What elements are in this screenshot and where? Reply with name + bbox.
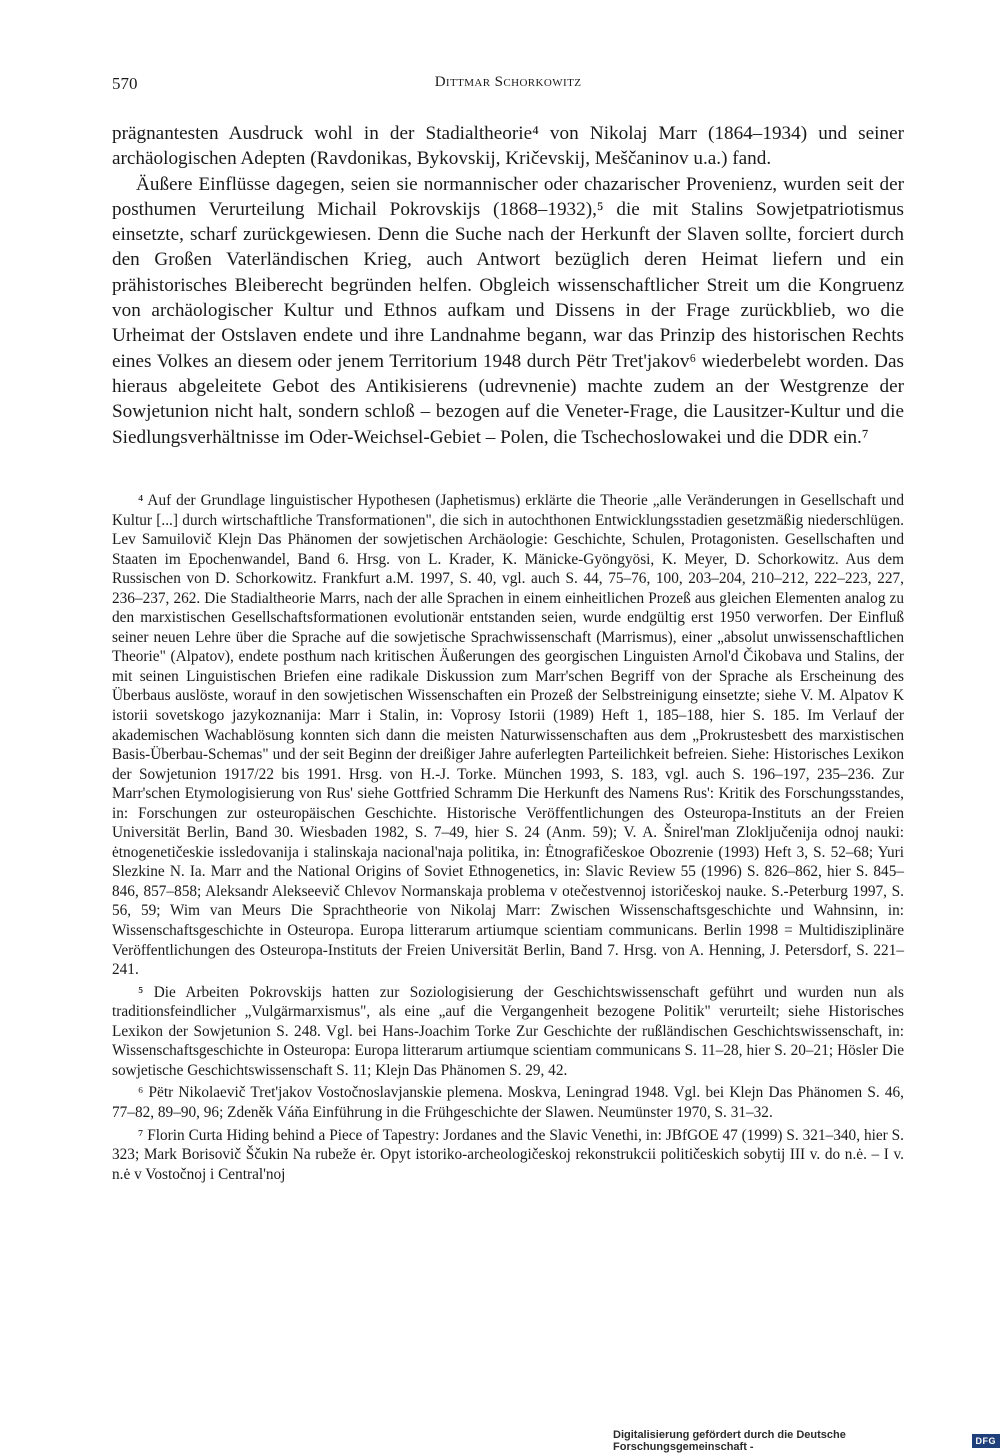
footnote-7: ⁷ Florin Curta Hiding behind a Piece of Tapestry: Jordanes and the Slavic Venethi, in: JBfGOE 47 (1999) S. 321–340, hier S. 323; Mark Borisovič Ščukin Na rubeže ėr. Opyt istoriko-archeologičeskoj rekonstrukcii političeskich sobytij III v. do n.ė. – I v. n.ė v Vostočnoj i Central'noj xyxy=(112,1126,904,1185)
footnote-5: ⁵ Die Arbeiten Pokrovskijs hatten zur Soziologisierung der Geschichtswissenschaft geführt und wurden nun als traditionsfeindlicher „Vulgärmarxismus", als eine „auf die Vergangenheit bezogene Politik" verurteilt; siehe Historisches Lexikon der Sowjetunion S. 248. Vgl. bei Hans-Joachim Torke Zur Geschichte der rußländischen Geschichtswissenschaft, in: Wissenschaftsgeschichte in Osteuropa: Europa litterarum artiumque scientiam communicans S. 11–28, hier S. 20–21; Hösler Die sowjetische Geschichtswissenschaft S. 11; Klejn Das Phänomen S. 29, 42. xyxy=(112,983,904,1081)
paragraph-2: Äußere Einflüsse dagegen, seien sie normannischer oder chazarischer Provenienz, wurden seit der posthumen Verurteilung Michail Pokrovskijs (1868–1932),⁵ die mit Stalins Sowjetpatriotismus einsetzte, scharf zurückgewiesen. Denn die Suche nach der Herkunft der Slaven sollte, forciert durch den Großen Vaterländischen Krieg, auch Antwort bezüglich deren Heimat liefern und ein prähistorisches Bleiberecht begründen helfen. Obgleich wissenschaftlicher Streit um die Kongruenz von archäologischer Kultur und Ethnos aufkam und Dissens in der Frage zurückblieb, wo die Urheimat der Ostslaven endete und ihre Landnahme begann, war das Prinzip des historischen Rechts eines Volkes an diesem oder jenem Territorium 1948 durch Pëtr Tret'jakov⁶ wiederbelebt worden. Das hieraus abgeleitete Gebot des Antikisierens (udrevnenie) machte zudem an der Westgrenze der Sowjetunion nicht halt, sondern schloß – bezogen auf die Veneter-Frage, die Lausitzer-Kultur und die Siedlungsverhältnisse im Oder-Weichsel-Gebiet – Polen, die Tschechoslowakei und die DDR ein.⁷ xyxy=(112,172,904,450)
page-header xyxy=(112,74,904,102)
footnote-6: ⁶ Pëtr Nikolaevič Tret'jakov Vostočnoslavjanskie plemena. Moskva, Leningrad 1948. Vgl. bei Klejn Das Phänomen S. 46, 77–82, 89–90, 96; Zdeněk Váňa Einführung in die Frühgeschichte der Slawen. Neumünster 1970, S. 31–32. xyxy=(112,1083,904,1122)
credit-text: Digitalisierung gefördert durch die Deutsche Forschungsgemeinschaft - xyxy=(613,1429,968,1453)
main-text xyxy=(112,121,904,450)
dfg-logo: DFG xyxy=(972,1434,1000,1448)
page-number: 570 xyxy=(112,74,138,94)
footnote-4: ⁴ Auf der Grundlage linguistischer Hypothesen (Japhetismus) erklärte die Theorie „alle Veränderungen in Gesellschaft und Kultur [...] durch wirtschaftliche Transformationen", die sich in autochthonen Entwicklungsstadien gesetzmäßig niederschlügen. Lev Samuilovič Klejn Das Phänomen der sowjetischen Archäologie: Geschichte, Schulen, Protagonisten. Gesellschaften und Staaten im Epochenwandel, Band 6. Hrsg. von L. Krader, K. Mänicke-Gyöngyösi, K. Meyer, D. Schorkowitz. Aus dem Russischen von D. Schorkowitz. Frankfurt a.M. 1997, S. 40, vgl. auch S. 44, 75–76, 100, 203–204, 210–212, 222–223, 227, 236–237, 262. Die Stadialtheorie Marrs, nach der alle Sprachen in einem einheitlichen Prozeß aus gleichen Elementen analog zu den marxistischen Gesellschaftsformationen evolutionär entstanden seien, wurde endgültig erst 1950 verworfen. Der Einfluß seiner neuen Lehre über die Sprache auf die sowjetische Sprachwissenschaft (Marrismus), einer „absolut unwissenschaftlichen Theorie" (Alpatov), endete posthum nach kritischen Äußerungen des georgischen Linguisten Arnol'd Čikobava und Stalins, der mit seinen Linguistischen Briefen eine radikale Diskussion zum Marr'schen Begriff von der Sprache als Erscheinung des Überbaus auslöste, worauf in den sowjetischen Wissenschaften ein Prozeß der Selbstreinigung einsetzte; siehe V. M. Alpatov K istorii sovetskogo jazykoznanija: Marr i Stalin, in: Voprosy Istorii (1989) Heft 1, 185–188, hier S. 185. Im Verlauf der akademischen Wachablösung konnten sich dann die meisten Naturwissenschaften aus dem „Prokrustesbett des marxistischen Basis-Überbau-Schemas" und der seit Beginn der dreißiger Jahre auferlegten Parteilichkeit befreien. Siehe: Historisches Lexikon der Sowjetunion 1917/22 bis 1991. Hrsg. von H.-J. Torke. München 1993, S. 183, vgl. auch S. 196–197, 235–236. Zur Marr'schen Etymologisierung von Rus' siehe Gottfried Schramm Die Herkunft des Namens Rus': Kritik des Forschungsstandes, in: Forschungen zur osteuropäischen Geschichte. Historische Veröffentlichungen des Osteuropa-Instituts an der Freien Universität Berlin, Band 30. Wiesbaden 1982, S. 7–49, hier S. 24 (Anm. 59); V. A. Šnirel'man Zloključenija odnoj nauki: ėtnogenetičeskie issledovanija i stalinskaja nacional'naja politika, in: Ėtnografičeskoe Obozrenie (1993) Heft 3, S. 52–68; Yuri Slezkine N. Ia. Marr and the National Origins of Soviet Ethnogenetics, in: Slavic Review 55 (1996) S. 826–862, hier S. 845–846, 857–858; Aleksandr Alekseevič Chlevov Normanskaja problema v otečestvennoj istoričeskoj nauke. S.-Peterburg 1997, S. 56, 59; Wim van Meurs Die Sprachtheorie von Nikolaj Marr: Zwischen Wissenschaftsgeschichte und Wahnsinn, in: Wissenschaftsgeschichte in Osteuropa. Europa litterarum artiumque scientiam communicans. Berlin 1998 = Multidisziplinäre Veröffentlichungen des Osteuropa-Instituts der Freien Universität Berlin, Band 7. Hrsg. von A. Henning, J. Petersdorf, S. 221–241. xyxy=(112,491,904,980)
paragraph-1: prägnantesten Ausdruck wohl in der Stadialtheorie⁴ von Nikolaj Marr (1864–1934) und seiner archäologischen Adepten (Ravdonikas, Bykovskij, Kričevskij, Meščaninov u.a.) fand. xyxy=(112,121,904,172)
footnotes xyxy=(112,491,904,1187)
running-title: Dittmar Schorkowitz xyxy=(112,74,904,91)
digitization-credit xyxy=(613,1433,1000,1449)
